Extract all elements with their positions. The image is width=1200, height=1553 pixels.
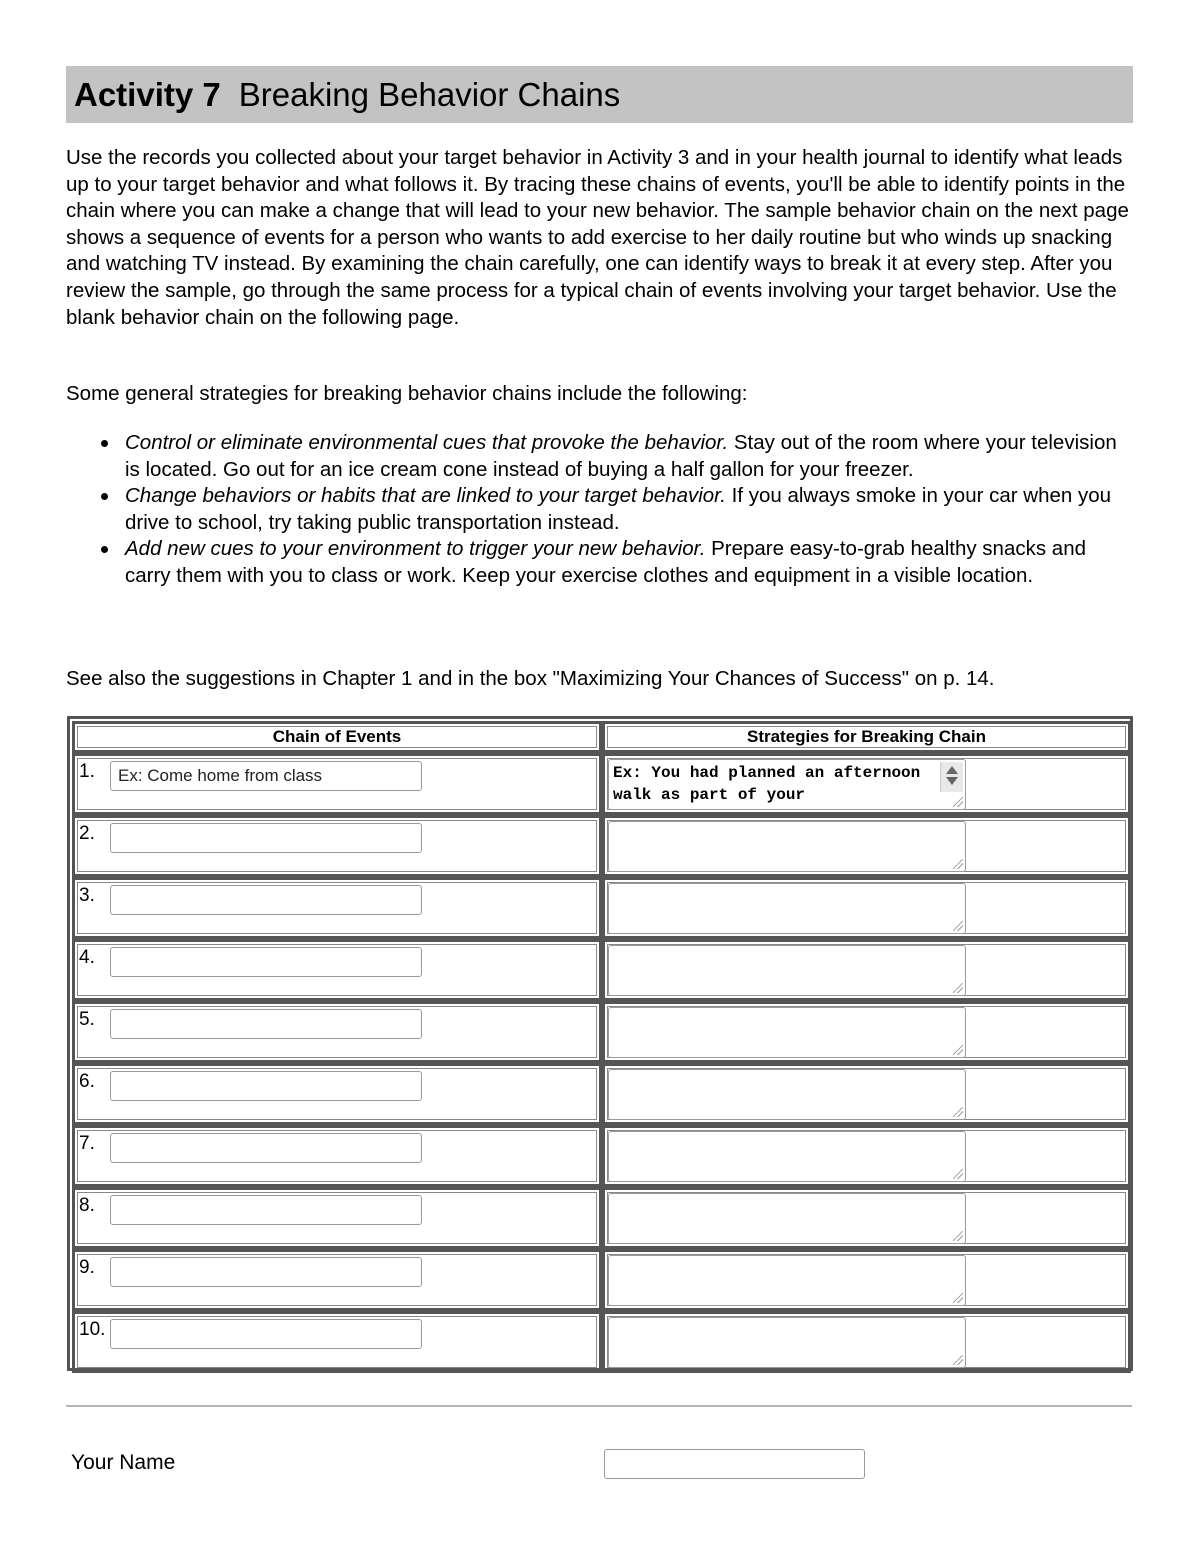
divider xyxy=(66,1405,1132,1407)
strategy-heading: Change behaviors or habits that are linked to your target behavior. xyxy=(125,484,726,508)
chain-event-cell xyxy=(72,877,602,939)
resize-handle-icon[interactable] xyxy=(953,797,963,807)
chain-event-cell xyxy=(72,1125,602,1187)
resize-handle-icon[interactable] xyxy=(953,1169,963,1179)
strategy-heading: Add new cues to your environment to trigger your new behavior. xyxy=(125,537,706,561)
strategy-cell xyxy=(602,1063,1131,1125)
row-number: 9. xyxy=(79,1257,95,1278)
resize-handle-icon[interactable] xyxy=(953,1045,963,1055)
strategy-cell xyxy=(602,1187,1131,1249)
scroll-up-icon[interactable] xyxy=(946,766,958,774)
chain-event-input[interactable] xyxy=(110,885,422,915)
chain-event-cell xyxy=(72,939,602,1001)
strategy-textarea[interactable] xyxy=(608,1193,966,1244)
strategy-textarea[interactable] xyxy=(608,1007,966,1058)
strategy-list xyxy=(66,430,1136,590)
row-number: 4. xyxy=(79,947,95,968)
strategy-textarea[interactable] xyxy=(608,821,966,872)
chain-event-cell xyxy=(72,1063,602,1125)
resize-handle-icon[interactable] xyxy=(953,1355,963,1365)
resize-handle-icon[interactable] xyxy=(953,1293,963,1303)
your-name-label: Your Name xyxy=(71,1451,176,1474)
chain-event-cell xyxy=(72,1249,602,1311)
resize-handle-icon[interactable] xyxy=(953,1231,963,1241)
chain-event-input[interactable] xyxy=(110,1071,422,1101)
page-title xyxy=(66,66,1133,123)
strategy-textarea[interactable]: Ex: You had planned an afternoon walk as part of your xyxy=(608,759,966,810)
row-number: 8. xyxy=(79,1195,95,1216)
chain-event-cell xyxy=(72,1311,602,1373)
chain-event-input[interactable] xyxy=(110,1133,422,1163)
chain-event-input[interactable] xyxy=(110,947,422,977)
row-number: 7. xyxy=(79,1133,95,1154)
row-number: 2. xyxy=(79,823,95,844)
chain-event-input[interactable] xyxy=(110,1257,422,1287)
strategy-cell xyxy=(602,1001,1131,1063)
behavior-chain-grid xyxy=(72,721,1128,1366)
chain-event-cell xyxy=(72,753,602,815)
chain-event-input[interactable] xyxy=(110,1319,422,1349)
strategy-text: If you always smoke in your car when you drive to school, try taking public transportation instead. xyxy=(125,484,1112,534)
strategy-cell xyxy=(602,815,1131,877)
scroll-down-icon[interactable] xyxy=(946,777,958,785)
resize-handle-icon[interactable] xyxy=(953,921,963,931)
your-name-input[interactable] xyxy=(604,1449,865,1479)
strategy-text: Stay out of the room where your television is located. Go out for an ice cream cone instead of buying a half gallon for your freezer. xyxy=(125,431,1117,481)
chain-event-input[interactable]: Ex: Come home from class xyxy=(110,761,422,791)
activity-number: Activity 7 xyxy=(74,75,221,113)
strategy-heading: Control or eliminate environmental cues that provoke the behavior. xyxy=(125,431,729,454)
chain-event-cell xyxy=(72,1187,602,1249)
strategy-textarea[interactable] xyxy=(608,1255,966,1306)
strategy-textarea[interactable] xyxy=(608,945,966,996)
resize-handle-icon[interactable] xyxy=(953,983,963,993)
resize-handle-icon[interactable] xyxy=(953,1107,963,1117)
strategy-item xyxy=(66,430,1136,483)
row-number: 6. xyxy=(79,1071,95,1092)
strategies-lead: Some general strategies for breaking behavior chains include the following: xyxy=(66,382,748,405)
strategy-textarea[interactable] xyxy=(608,1317,966,1368)
chain-event-input[interactable] xyxy=(110,1009,422,1039)
strategy-item xyxy=(66,536,1136,589)
header-strategies: Strategies for Breaking Chain xyxy=(602,721,1131,753)
scrollbar-arrows-icon[interactable] xyxy=(940,762,963,792)
strategy-cell xyxy=(602,1311,1131,1373)
strategy-textarea[interactable] xyxy=(608,1069,966,1120)
chain-event-input[interactable] xyxy=(110,823,422,853)
behavior-chain-table xyxy=(67,716,1133,1371)
strategy-item xyxy=(66,483,1136,536)
strategy-textarea[interactable] xyxy=(608,1131,966,1182)
strategy-cell xyxy=(602,939,1131,1001)
resize-handle-icon[interactable] xyxy=(953,859,963,869)
row-number: 5. xyxy=(79,1009,95,1030)
see-also-note: See also the suggestions in Chapter 1 and in the box "Maximizing Your Chances of Success" on p. 14. xyxy=(66,667,995,690)
chain-event-cell xyxy=(72,1001,602,1063)
activity-title: Breaking Behavior Chains xyxy=(238,75,621,113)
row-number: 10. xyxy=(79,1319,106,1340)
header-chain-of-events: Chain of Events xyxy=(72,721,602,753)
strategy-cell xyxy=(602,753,1131,815)
row-number: 1. xyxy=(79,761,95,782)
intro-paragraph: Use the records you collected about your target behavior in Activity 3 and in your health journal to identify what leads up to your target behavior and what follows it. By tracing these chains of events, you'll be able to identify points in the chain where you can make a change that will lead to your new behavior. The sample behavior chain on the next page shows a sequence of events for a person who wants to add exercise to her daily routine but who winds up snacking and watching TV instead. By examining the chain carefully, one can identify ways to break it at every step. After you review the sample, go through the same process for a typical chain of events involving your target behavior. Use the blank behavior chain on the following page. xyxy=(66,146,1129,329)
chain-event-input[interactable] xyxy=(110,1195,422,1225)
strategy-cell xyxy=(602,877,1131,939)
strategy-text: Prepare easy-to-grab healthy snacks and carry them with you to class or work. Keep your exercise clothes and equipment in a visible location. xyxy=(125,537,1086,587)
strategy-textarea[interactable] xyxy=(608,883,966,934)
strategy-cell xyxy=(602,1125,1131,1187)
strategy-cell xyxy=(602,1249,1131,1311)
chain-event-cell xyxy=(72,815,602,877)
row-number: 3. xyxy=(79,885,95,906)
